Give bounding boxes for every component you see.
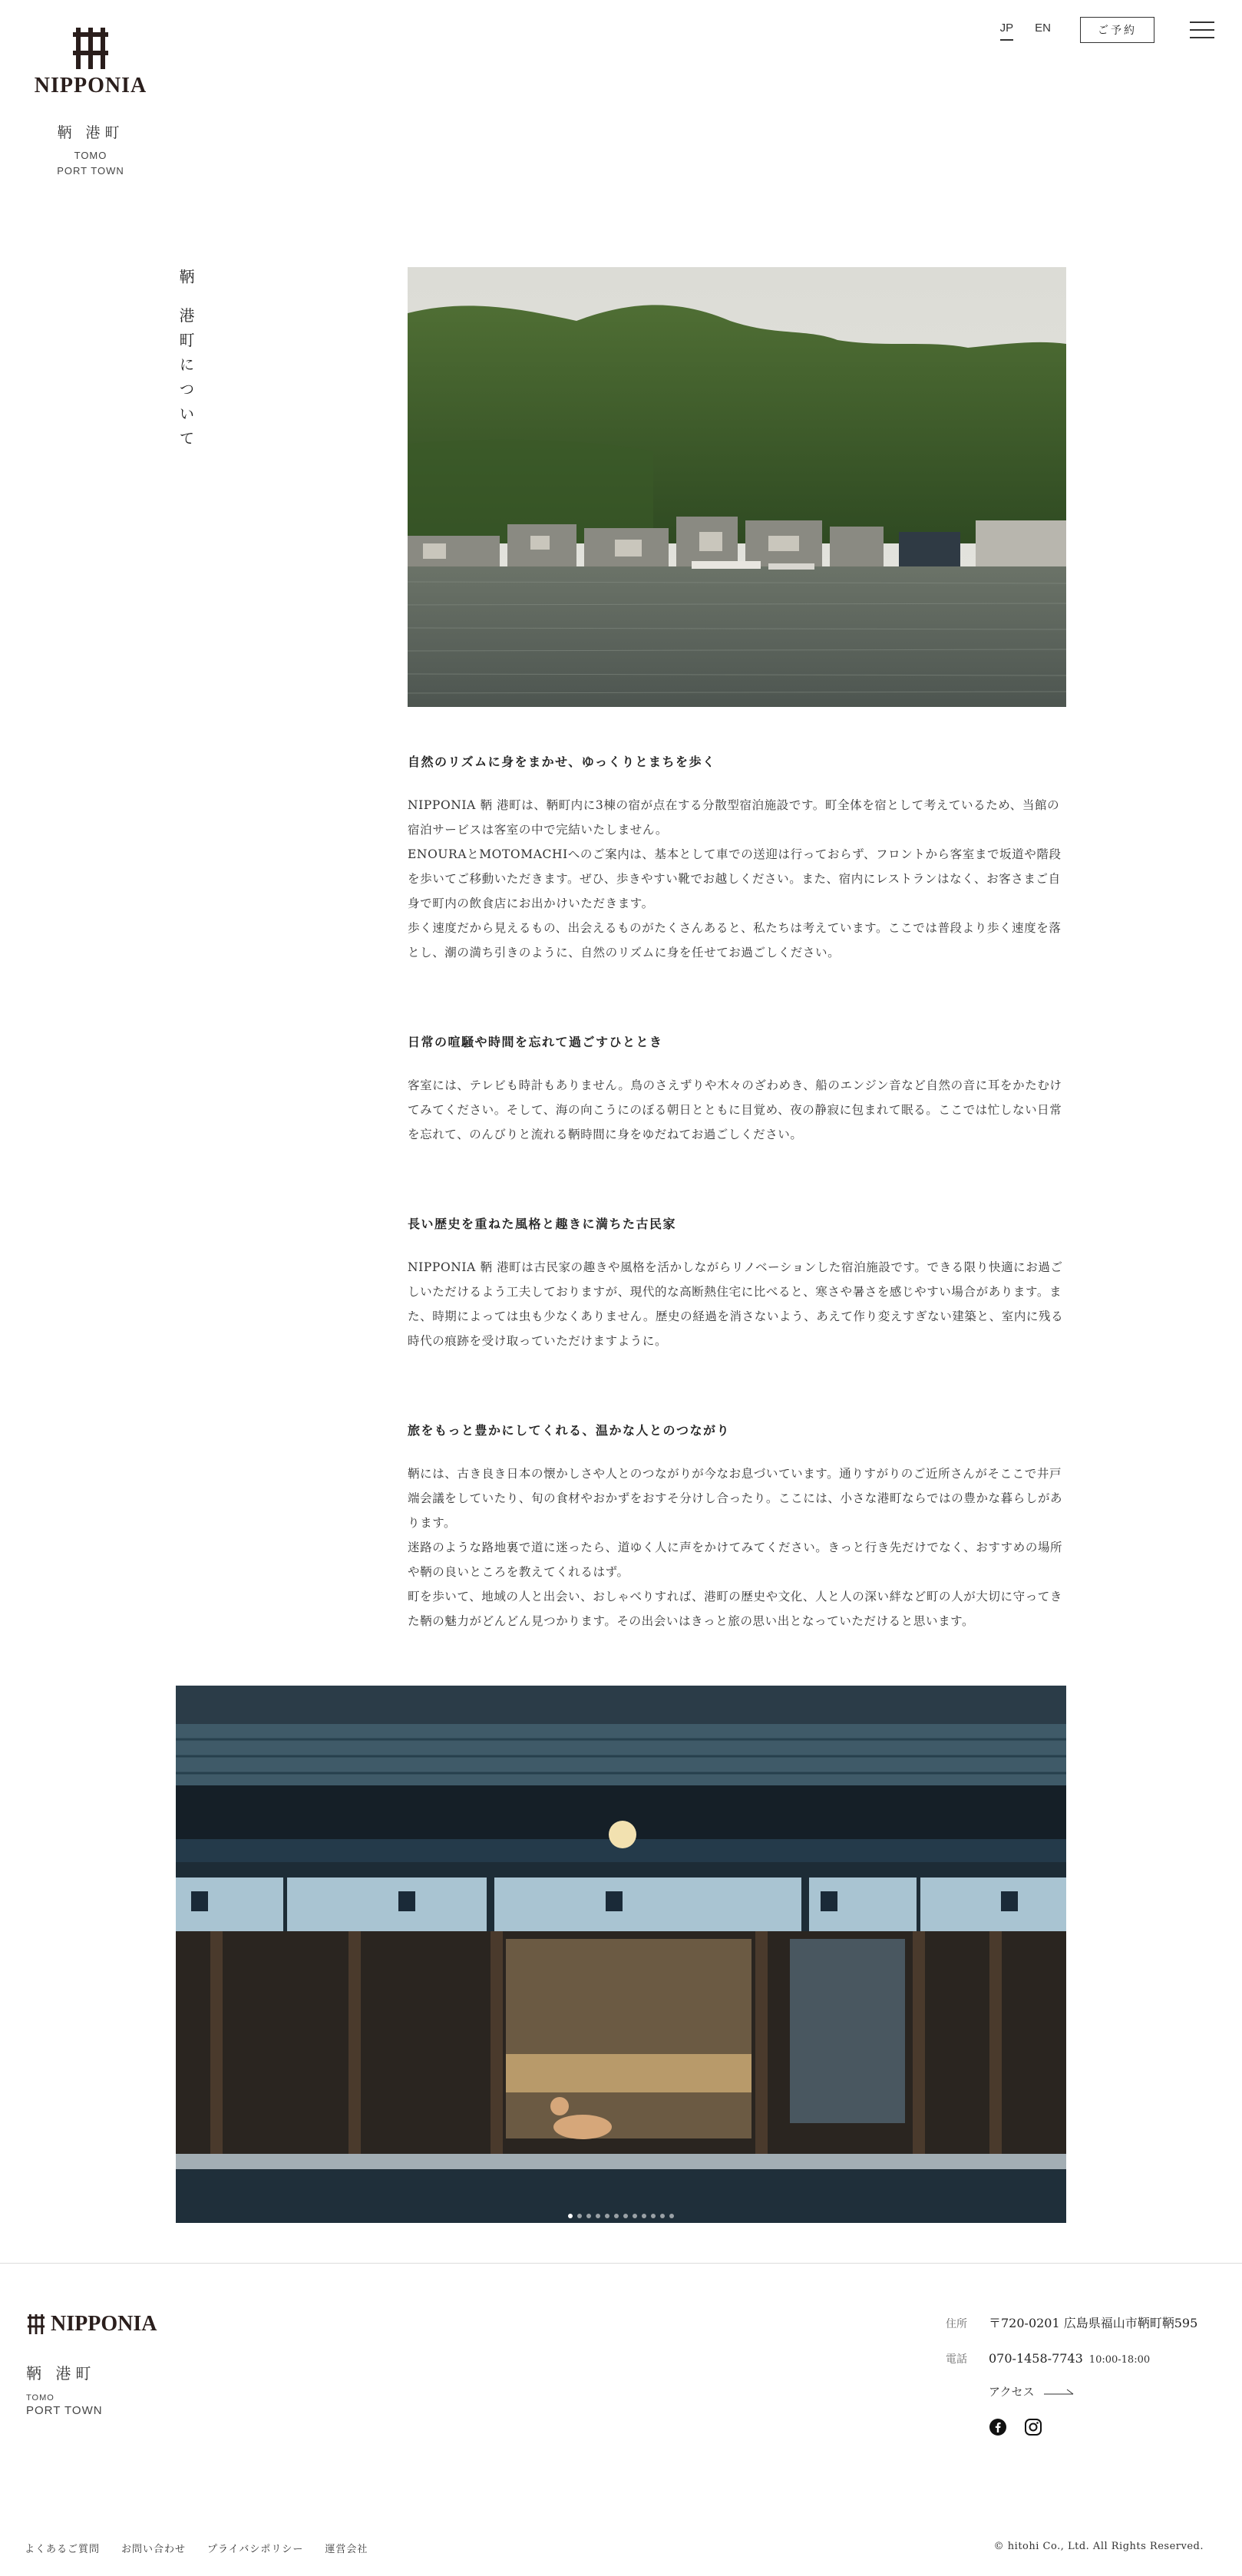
address-label: 住所	[946, 2318, 967, 2330]
section-heading: 長い歴史を重ねた風格と趣きに満ちた古民家	[408, 1217, 677, 1231]
slider-dot[interactable]	[633, 2214, 637, 2218]
footer-location-en-line2: PORT TOWN	[26, 2404, 103, 2417]
site-logo[interactable]	[29, 28, 152, 178]
section-paragraph: NIPPONIA 鞆 港町は古民家の趣きや風格を活かしながらリノベーションした宿泊施設です。できる限り快適にお過ごしいただけるよう工夫しておりますが、現代的な高断熱住宅に比べると、寒さや暑さを感じやすい場合があります。また、時期によっては虫も少なくありません。歴史の経過を消さないよう、あえて作り変えすぎない建築と、室内に残る時代の痕跡を受け取っていただけますように。	[408, 1260, 1064, 1348]
nipponia-logo-icon	[70, 28, 111, 69]
company-link[interactable]: 運営会社	[325, 2544, 368, 2555]
section-paragraph: NIPPONIA 鞆 港町は、鞆町内に3棟の宿が点在する分散型宿泊施設です。町全体を宿として考えているため、当館の宿泊サービスは客室の中で完結いたしません。	[408, 798, 1060, 837]
contact-link[interactable]: お問い合わせ	[121, 2544, 187, 2555]
phone-value[interactable]: 070-1458-7743	[989, 2351, 1083, 2366]
top-nav	[1000, 17, 1214, 43]
faq-link[interactable]: よくあるご質問	[25, 2544, 101, 2555]
footer-location-en-line1: TOMO	[26, 2393, 55, 2403]
footer-links	[25, 2541, 368, 2555]
slider-dot[interactable]	[669, 2214, 674, 2218]
instagram-icon[interactable]	[1024, 2418, 1042, 2436]
section-old-house	[408, 1214, 1068, 1353]
section-paragraph: 町を歩いて、地域の人と出会い、おしゃべりすれば、港町の歴史や文化、人と人の深い絆など町の人が大切に守ってきた鞆の魅力がどんどん見つかります。その出会いはきっと旅の思い出となっていただけると思います。	[408, 1590, 1062, 1628]
reserve-button[interactable]: ご予約	[1080, 17, 1154, 43]
photo-slider[interactable]	[176, 1686, 1066, 2223]
business-hours: 10:00-18:00	[1088, 2354, 1151, 2366]
slider-dot[interactable]	[642, 2214, 646, 2218]
harbor-photo	[408, 267, 1066, 707]
slider-dot[interactable]	[568, 2214, 573, 2218]
slider-dot[interactable]	[651, 2214, 656, 2218]
footer-info	[946, 2313, 1222, 2436]
slider-dot[interactable]	[623, 2214, 628, 2218]
footer-logo[interactable]	[26, 2312, 157, 2337]
footer-divider	[0, 2263, 1242, 2264]
section-heading: 自然のリズムに身をまかせ、ゆっくりとまちを歩く	[408, 755, 716, 769]
section-paragraph: 客室には、テレビも時計もありません。鳥のさえずりや木々のざわめき、船のエンジン音など自然の音に耳をかたむけてみてください。そして、海の向こうにのぼる朝日とともに目覚め、夜の静寂に包まれて眠る。ここでは忙しない日常を忘れて、のんびりと流れる鞆時間に身をゆだねてお過ごしください。	[408, 1078, 1062, 1141]
address-row	[946, 2313, 1222, 2331]
about-content	[408, 752, 1068, 1701]
section-paragraph: 歩く速度だから見えるもの、出会えるものがたくさんあると、私たちは考えています。ここでは普段より歩く速度を落とし、潮の満ち引きのように、自然のリズムに身を任せてお過ごしください。	[408, 921, 1062, 959]
access-link[interactable]	[989, 2383, 1222, 2399]
access-label: アクセス	[989, 2385, 1035, 2399]
page-title: 鞆 港町について	[177, 269, 195, 455]
arrow-right-icon	[1044, 2388, 1075, 2396]
footer-location-en	[26, 2393, 103, 2417]
slider-dot[interactable]	[596, 2214, 600, 2218]
phone-row	[946, 2351, 1222, 2366]
slider-dot[interactable]	[577, 2214, 582, 2218]
logo-text: NIPPONIA	[34, 74, 147, 97]
slider-dot[interactable]	[586, 2214, 591, 2218]
facebook-icon[interactable]	[989, 2418, 1007, 2436]
logo-location-jp: 鞆 港町	[57, 124, 124, 141]
address-value: 〒720-0201 広島県福山市鞆町鞆595	[989, 2316, 1198, 2330]
nipponia-logo-icon	[26, 2314, 46, 2334]
section-natural-rhythm	[408, 752, 1068, 965]
phone-label: 電話	[946, 2353, 967, 2366]
section-paragraph: 迷路のような路地裏で道に迷ったら、道ゆく人に声をかけてみてください。きっと行き先だけでなく、おすすめの場所や鞆の良いところを教えてくれるはず。	[408, 1541, 1063, 1579]
section-heading: 旅をもっと豊かにしてくれる、温かな人とのつながり	[408, 1423, 731, 1438]
copyright: © hitohi Co., Ltd. All Rights Reserved.	[993, 2541, 1204, 2552]
section-paragraph: ENOURAとMOTOMACHIへのご案内は、基本として車での送迎は行っておらず、フロントから客室まで坂道や階段を歩いてご移動いただきます。ぜひ、歩きやすい靴でお越しください。また、宿内にレストランはなく、お客さまご自身で町内の飲食店にお出かけいただきます。	[408, 847, 1062, 910]
logo-location-en-line1: TOMO	[74, 150, 107, 161]
menu-icon[interactable]	[1190, 21, 1214, 38]
section-heading: 日常の喧騒や時間を忘れて過ごすひととき	[408, 1035, 663, 1049]
slider-dot[interactable]	[660, 2214, 665, 2218]
footer-logo-text: NIPPONIA	[51, 2312, 157, 2336]
privacy-policy-link[interactable]: プライバシポリシー	[207, 2544, 304, 2555]
logo-location-en-line2: PORT TOWN	[57, 164, 124, 177]
slider-dots	[176, 2214, 1066, 2218]
social-links	[989, 2418, 1222, 2436]
slider-dot[interactable]	[605, 2214, 609, 2218]
footer-location-jp: 鞆 港町	[26, 2364, 96, 2383]
section-people-connection	[408, 1421, 1068, 1633]
slider-dot[interactable]	[614, 2214, 619, 2218]
lang-jp-link[interactable]: JP	[1000, 21, 1014, 39]
machiya-photo	[176, 1686, 1066, 2223]
section-paragraph: 鞆には、古き良き日本の懐かしさや人とのつながりが今なお息づいています。通りすがりのご近所さんがそここで井戸端会議をしていたり、旬の食材やおかずをおすそ分けし合ったり。ここには、小さな港町ならではの豊かな暮らしがあります。	[408, 1467, 1063, 1530]
logo-location-en	[29, 148, 152, 178]
section-forget-time	[408, 1032, 1068, 1147]
lang-en-link[interactable]: EN	[1035, 21, 1051, 35]
